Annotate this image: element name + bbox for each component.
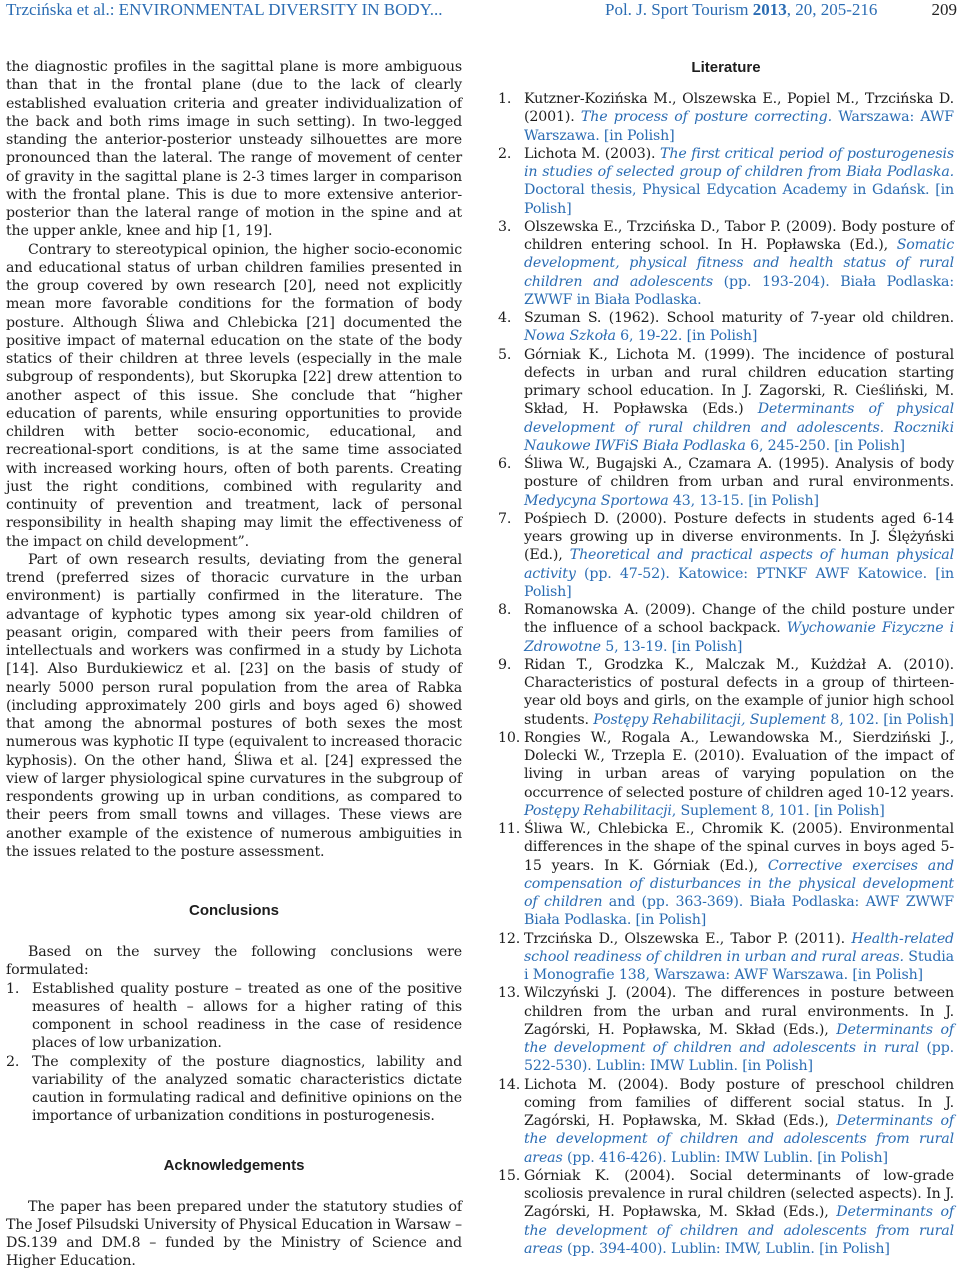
reference-title: Postępy Rehabilitacji (524, 802, 672, 819)
acknowledgements-text: The paper has been prepared under the statutory studies of The Josef Pilsudski University of Physical Education in Warsaw – DS.139 and DM.8 – funded by the Ministry of Science and Higher Education. (6, 1198, 462, 1270)
conclusion-text: The complexity of the posture diagnostics, lability and variability of the analyzed somatic characteristics dictate caution in formulating radical and definitive opinions on the importance of urbanization conditions in posturogenesis. (32, 1053, 462, 1125)
reference-source: (pp. 416-426). Lublin: IMW Lublin. [in Polish] (562, 1149, 888, 1166)
header-journal-citation (605, 0, 877, 20)
reference-text (524, 601, 954, 656)
reference-text (524, 1076, 954, 1167)
reference-item (498, 656, 954, 729)
reference-title: Health-related school readiness of children in urban and rural areas. (524, 930, 954, 965)
reference-title: Somatic development, physical fitness and health status of rural children and adolescents (524, 237, 954, 290)
reference-number: 6. (498, 456, 512, 472)
reference-number: 7. (498, 510, 512, 527)
reference-authors: Lichota M. (2003). (524, 145, 661, 162)
reference-number: 10. (498, 729, 521, 746)
reference-source: 6, 19-22. [in Polish] (615, 328, 758, 345)
header-journal-name: Pol. J. Sport Tourism (605, 0, 749, 19)
conclusion-number: 1. (6, 980, 20, 997)
reference-text (524, 90, 954, 145)
reference-title: Determinants of the development of children and adolescents in rural (524, 1021, 954, 1056)
reference-text (524, 455, 954, 510)
reference-source: Warszawa: AWF Warszawa. [in Polish] (524, 109, 955, 144)
reference-title: Determinants of the development of children and adolescents from rural areas (524, 1204, 954, 1257)
reference-list (498, 90, 954, 1258)
reference-source: , Suplement 8, 101. [in Polish] (671, 802, 885, 819)
conclusions-list (6, 980, 462, 1126)
reference-text (524, 1167, 954, 1258)
reference-source: 8, 102. [in Polish] (825, 711, 954, 728)
reference-title: Nowa Szkoła (524, 328, 616, 345)
reference-authors: Romanowska A. (2009). Change of the child posture under the influence of a school backpack. (524, 602, 954, 637)
reference-title: Medycyna Sportowa (524, 492, 669, 509)
running-header (0, 0, 960, 26)
reference-authors: Olszewska E., Trzcińska D., Tabor P. (2009). Body posture of children entering school. In H. Popławska (Ed.), (524, 218, 954, 253)
reference-authors: Śliwa W., Chlebicka E., Chromik K. (2005). Environmental differences in the shape of the spinal curves in boys aged 5-15 years. In K. Górniak (Ed.), (524, 821, 954, 874)
reference-title: Determinants of physical development of rural children and adolescents. Roczniki Naukowe IWFiS Biała Podlaska (524, 401, 954, 454)
reference-source: (pp. 522-530). Lublin: IMW Lublin. [in Polish] (524, 1040, 954, 1075)
reference-title: Wychowanie Fizyczne i Zdrowotne (524, 620, 954, 655)
conclusions-heading: Conclusions (188, 902, 279, 919)
reference-text (524, 510, 954, 601)
conclusion-text: Established quality posture – treated as one of the positive measures of health – allows for a higher rating of this component in school readiness in the case of residence places of low urbanization. (32, 980, 462, 1052)
reference-source: (pp. 193-204). Biała Podlaska: ZWWF in Biała Podlaska. (524, 273, 954, 308)
reference-text (524, 984, 954, 1075)
reference-item (498, 930, 954, 985)
reference-authors: Trzcińska D., Olszewska E., Tabor P. (2011). (524, 930, 852, 947)
reference-number: 1. (498, 91, 512, 107)
reference-number: 14. (498, 1076, 521, 1093)
reference-item (498, 820, 954, 930)
reference-authors: Ridan T., Grodzka K., Malczak M., Kużdżał A. (2010). Characteristics of postural defects in a group of thirteen-year old boys and girls, on the example of junior high school students. (524, 656, 954, 728)
body-paragraph-1: the diagnostic profiles in the sagittal plane is more ambiguous than that in the frontal plane (due to the lack of clearly established evaluation criteria and greater individualization of the back and both rims image in such setting). In two-legged standing the anterior-posterior unsteady silhouettes are more pronounced than the lateral. The range of movement of center of gravity in the sagittal plane is 2-3 times larger in comparison with the frontal plane. This is due to more extensive anterior-posterior than the lateral range of motion in the spine and at the upper ankle, knee and hip [1, 19]. (6, 59, 462, 240)
reference-source: 6, 245-250. [in Polish] (745, 437, 905, 454)
reference-text (524, 346, 954, 456)
reference-title: The process of posture correcting. (580, 109, 832, 126)
header-volume-pages: , 20, 205-216 (786, 0, 878, 19)
reference-number: 11. (498, 821, 521, 837)
reference-title: Determinants of the development of children and adolescents from rural areas (524, 1113, 954, 1166)
reference-text (524, 309, 954, 346)
reference-title: Corrective exercises and compensation of disturbances in the physical development of children (524, 857, 954, 910)
header-article-title: Trzcińska et al.: ENVIRONMENTAL DIVERSITY IN BODY... (6, 0, 443, 19)
reference-authors: Wilczyński J. (2004). The differences in posture between children from the urban and rural environments. In J. Zagórski, H. Popławska, M. Skład (Eds.), (524, 985, 954, 1038)
reference-authors: Pośpiech D. (2000). Posture defects in students aged 6-14 years growing up in diverse environments. In J. Ślężyński (Ed.), (524, 510, 954, 564)
reference-item (498, 1076, 954, 1167)
reference-authors: Lichota M. (2004). Body posture of preschool children coming from families of different social status. In J. Zagórski, H. Popławska, M. Skład (Eds.), (524, 1076, 954, 1129)
reference-number: 2. (498, 145, 512, 162)
reference-title: The first critical period of posturogenesis in studies of selected group of children from Biała Podlaska. (524, 145, 954, 180)
reference-text (524, 729, 954, 820)
reference-source: (pp. 47-52). Katowice: PTNKF AWF Katowice. [in Polish] (524, 565, 954, 600)
reference-text (524, 930, 954, 985)
reference-item (498, 218, 954, 309)
reference-number: 4. (498, 310, 512, 326)
literature-heading: Literature (691, 59, 761, 76)
reference-source: 5, 13-19. [in Polish] (600, 638, 743, 655)
reference-item (498, 601, 954, 656)
body-paragraph-2: Contrary to stereotypical opinion, the higher socio-economic and educational status of urban children families presented in the group covered by own research [20], need not explicitly mean more favorable conditions for the formation of body posture. Although Śliwa and Chlebicka [21] documented the positive impact of maternal education on the state of the body statics of their children at three levels (especially in the male subgroup of respondents), but Skorupka [22] drew attention to another aspect of this issue. She conclude that “higher education of parents, while ensuring opportunities to provide children with better socio-economic, educational, and recreational-sport conditions, is at the same time associated with increased working hours, often of both parents. Creating just the right conditions, combined with regularity and continuity of prevention and treatment, lack of personal responsibility in health shaping may limit the effectiveness of the impact on child development”. (6, 241, 462, 550)
reference-text (524, 820, 954, 930)
page-number: 209 (931, 0, 957, 19)
reference-item (498, 1167, 954, 1258)
right-column (498, 58, 954, 1258)
body-paragraph-3: Part of own research results, deviating from the general trend (preferred sizes of thoracic curvature in the urban environment) is partially confirmed in the literature. The advantage of kyphotic types among six year-old children of peasant origin, compared with their peers from families of intellectuals and workers was confirmed in a study by Lichota [14]. Also Burdukiewicz et al. [23] on the basis of study of nearly 5000 person rural population from the area of Rabka (including approximately 200 girls and boys aged 6) showed that among the abnormal postures of both sexes the most numerous was kyphotic II type (equivalent to increased thoracic kyphosis). On the other hand, Śliwa et al. [24] expressed the view of larger physiological spine curvatures in the subgroup of respondents growing up in urban conditions, as compared to their peers from small towns and villages. These views are another example of the existence of numerous ambiguities in the issues related to the posture assessment. (6, 551, 462, 860)
conclusion-number: 2. (6, 1053, 20, 1070)
reference-number: 15. (498, 1167, 521, 1184)
left-column (6, 58, 462, 1271)
reference-number: 5. (498, 346, 512, 363)
reference-item (498, 455, 954, 510)
reference-title: Theoretical and practical aspects of human physical activity (524, 547, 954, 582)
reference-authors: Szuman S. (1962). School maturity of 7-year old children. (524, 310, 954, 326)
reference-source: Studia i Monografie 138, Warszawa: AWF Warszawa. [in Polish] (524, 948, 954, 983)
reference-authors: Górniak K., Lichota M. (1999). The incidence of postural defects in urban and rural children education starting primary school education. In J. Zagorski, R. Cieśliński, M. Skład, H. Popławska (Eds.) (524, 346, 954, 418)
reference-number: 12. (498, 930, 521, 947)
reference-item (498, 145, 954, 218)
reference-title: Postępy Rehabilitacji, Suplement (593, 711, 826, 728)
conclusions-intro: Based on the survey the following conclusions were formulated: (6, 944, 462, 979)
reference-item (498, 729, 954, 820)
reference-source: 43, 13-15. [in Polish] (668, 492, 819, 509)
reference-text (524, 656, 954, 729)
reference-item (498, 984, 954, 1075)
acknowledgements-heading: Acknowledgements (163, 1156, 305, 1174)
reference-number: 13. (498, 985, 521, 1002)
reference-authors: Górniak K. (2004). Social determinants of low-grade scoliosis prevalence in rural children (selected aspects). In J. Zagórski, H. Popławska, M. Skład (Eds.), (524, 1167, 954, 1221)
header-year: 2013 (752, 0, 787, 19)
reference-item (498, 309, 954, 346)
reference-authors: Kutzner-Kozińska M., Olszewska E., Popiel M., Trzcińska D. (2001). (524, 91, 954, 126)
reference-item (498, 510, 954, 601)
reference-number: 8. (498, 602, 512, 618)
reference-number: 9. (498, 656, 512, 673)
reference-authors: Rongies W., Rogala A., Lewandowska M., Sierdziński J., Dolecki W., Trzepla E. (2010). Evaluation of the impact of living in urban areas of varying population on the occurrence of selected posture of children aged 10-12 years. (524, 729, 954, 801)
reference-authors: Śliwa W., Bugajski A., Czamara A. (1995). Analysis of body posture of children from urban and rural environments. (524, 456, 954, 491)
reference-source: Doctoral thesis, Physical Edycation Academy in Gdańsk. [in Polish] (524, 182, 954, 217)
reference-text (524, 145, 954, 218)
reference-item (498, 346, 954, 456)
reference-number: 3. (498, 218, 512, 235)
conclusion-item (6, 980, 462, 1053)
reference-text (524, 218, 954, 309)
reference-source: (pp. 394-400). Lublin: IMW, Lublin. [in Polish] (562, 1240, 890, 1257)
conclusion-item (6, 1053, 462, 1126)
reference-source: and (pp. 363-369). Biała Podlaska: AWF ZWWF Biała Podlaska. [in Polish] (524, 894, 954, 929)
reference-item (498, 90, 954, 145)
